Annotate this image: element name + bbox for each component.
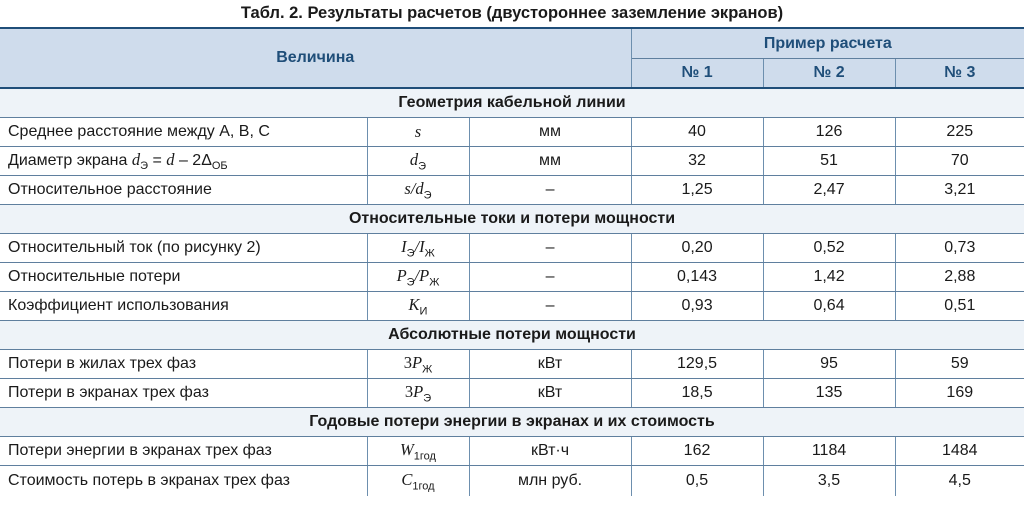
row-label: Потери энергии в экранах трех фаз — [0, 437, 367, 466]
table-row — [0, 350, 1024, 379]
row-value-3: 0,73 — [895, 234, 1024, 263]
row-value-2: 126 — [763, 118, 895, 147]
section-header — [0, 321, 1024, 350]
section-header — [0, 205, 1024, 234]
header-quantity: Величина — [0, 28, 631, 88]
row-symbol: $P_Э/P_Ж$ — [367, 263, 469, 292]
row-value-1: 129,5 — [631, 350, 763, 379]
row-unit: млн руб. — [469, 466, 631, 497]
table-row — [0, 466, 1024, 497]
row-value-3: 70 — [895, 147, 1024, 176]
row-value-2: 0,52 — [763, 234, 895, 263]
table-row — [0, 263, 1024, 292]
row-value-3: 59 — [895, 350, 1024, 379]
row-value-3: 0,51 — [895, 292, 1024, 321]
row-symbol: $3P_Э$ — [367, 379, 469, 408]
row-value-1: 40 — [631, 118, 763, 147]
header-col-1: № 1 — [631, 59, 763, 89]
row-label: Среднее расстояние между A, B, C — [0, 118, 367, 147]
table-row — [0, 379, 1024, 408]
row-label: Потери в жилах трех фаз — [0, 350, 367, 379]
section-title: Абсолютные потери мощности — [0, 321, 1024, 350]
row-value-1: 0,20 — [631, 234, 763, 263]
row-label: Относительный ток (по рисунку 2) — [0, 234, 367, 263]
row-unit: кВт — [469, 379, 631, 408]
row-symbol: $W_{1год}$ — [367, 437, 469, 466]
row-value-2: 1,42 — [763, 263, 895, 292]
row-value-3: 225 — [895, 118, 1024, 147]
row-unit: кВт — [469, 350, 631, 379]
row-value-1: 18,5 — [631, 379, 763, 408]
row-label: Коэффициент использования — [0, 292, 367, 321]
row-symbol: $C_{1год}$ — [367, 466, 469, 497]
row-symbol: s — [367, 118, 469, 147]
row-label: Диаметр экрана $d_Э = d - 2\Delta_{ОБ}$ — [0, 147, 367, 176]
row-value-1: 1,25 — [631, 176, 763, 205]
row-value-3: 169 — [895, 379, 1024, 408]
row-symbol: $I_Э/I_Ж$ — [367, 234, 469, 263]
row-value-2: 2,47 — [763, 176, 895, 205]
table-row — [0, 437, 1024, 466]
section-header — [0, 408, 1024, 437]
row-value-1: 0,143 — [631, 263, 763, 292]
table-row — [0, 234, 1024, 263]
row-label: Стоимость потерь в экранах трех фаз — [0, 466, 367, 497]
row-symbol: $3P_Ж$ — [367, 350, 469, 379]
table-row — [0, 292, 1024, 321]
table-row — [0, 176, 1024, 205]
header-col-2: № 2 — [763, 59, 895, 89]
row-value-1: 0,5 — [631, 466, 763, 497]
row-label: Относительные потери — [0, 263, 367, 292]
table-caption: Табл. 2. Результаты расчетов (двустороннее заземление экранов) — [240, 4, 784, 22]
row-unit: – — [469, 263, 631, 292]
section-header — [0, 88, 1024, 118]
row-symbol: $s/d_Э$ — [367, 176, 469, 205]
section-title: Годовые потери энергии в экранах и их стоимость — [0, 408, 1024, 437]
row-value-3: 1484 — [895, 437, 1024, 466]
row-value-2: 51 — [763, 147, 895, 176]
table-row — [0, 118, 1024, 147]
row-value-1: 0,93 — [631, 292, 763, 321]
row-unit: – — [469, 292, 631, 321]
row-unit: – — [469, 176, 631, 205]
row-value-1: 162 — [631, 437, 763, 466]
row-label: Относительное расстояние — [0, 176, 367, 205]
table-row — [0, 147, 1024, 176]
row-label: Потери в экранах трех фаз — [0, 379, 367, 408]
section-title: Относительные токи и потери мощности — [0, 205, 1024, 234]
header-col-3: № 3 — [895, 59, 1024, 89]
header-example: Пример расчета — [631, 28, 1024, 59]
row-value-3: 2,88 — [895, 263, 1024, 292]
results-table — [0, 27, 1024, 496]
section-title: Геометрия кабельной линии — [0, 88, 1024, 118]
row-value-3: 3,21 — [895, 176, 1024, 205]
row-value-2: 1184 — [763, 437, 895, 466]
row-value-1: 32 — [631, 147, 763, 176]
row-value-3: 4,5 — [895, 466, 1024, 497]
row-value-2: 135 — [763, 379, 895, 408]
row-unit: мм — [469, 118, 631, 147]
row-unit: мм — [469, 147, 631, 176]
row-value-2: 3,5 — [763, 466, 895, 497]
row-unit: кВт·ч — [469, 437, 631, 466]
row-value-2: 0,64 — [763, 292, 895, 321]
row-symbol: $K_И$ — [367, 292, 469, 321]
header-row-1 — [0, 28, 1024, 59]
row-symbol: $d_Э$ — [367, 147, 469, 176]
row-value-2: 95 — [763, 350, 895, 379]
row-unit: – — [469, 234, 631, 263]
